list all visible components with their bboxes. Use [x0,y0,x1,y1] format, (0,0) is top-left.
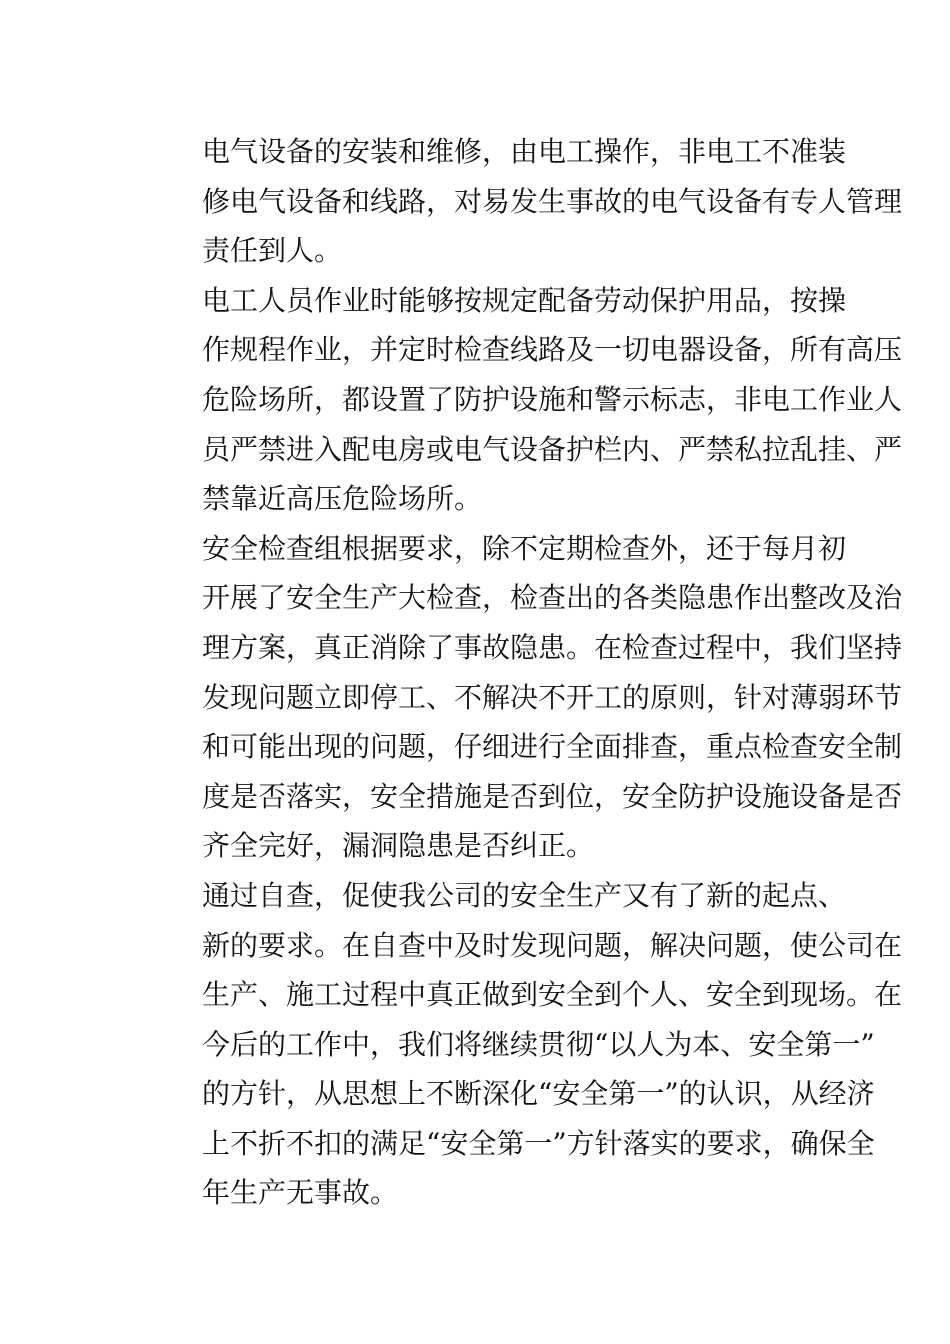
text-line: 通过自查，促使我公司的安全生产又有了新的起点、 [202,878,847,912]
text-line: 员严禁进入配电房或电气设备护栏内、严禁私拉乱挂、严 [202,432,903,466]
text-line: 齐全完好，漏洞隐患是否纠正。 [202,829,595,863]
text-line: 修电气设备和线路，对易发生事故的电气设备有专人管理 [202,184,903,218]
text-line: 和可能出现的问题，仔细进行全面排查，重点检查安全制 [202,730,903,764]
paragraph-safety-inspection [146,524,903,871]
document-body [146,127,903,1218]
text-line: 责任到人。 [202,234,343,268]
text-line: 生产、施工过程中真正做到安全到个人、安全到现场。在 [202,978,903,1012]
text-line: 电工人员作业时能够按规定配备劳动保护用品，按操 [202,283,847,317]
text-line: 理方案，真正消除了事故隐患。在检查过程中，我们坚持 [202,630,903,664]
text-line: 年生产无事故。 [202,1176,399,1210]
text-line: 新的要求。在自查中及时发现问题，解决问题，使公司在 [202,928,903,962]
text-line: 上不折不扣的满足“安全第一”方针落实的要求，确保全 [202,1126,875,1160]
text-line: 发现问题立即停工、不解决不开工的原则，针对薄弱环节 [202,680,903,714]
text-line: 作规程作业，并定时检查线路及一切电器设备，所有高压 [202,333,903,367]
text-line: 危险场所，都设置了防护设施和警示标志，非电工作业人 [202,382,903,416]
text-line: 禁靠近高压危险场所。 [202,482,483,516]
text-line: 度是否落实，安全措施是否到位，安全防护设施设备是否 [202,779,903,813]
text-line: 电气设备的安装和维修，由电工操作，非电工不准装 [202,135,847,168]
text-line: 今后的工作中，我们将继续贯彻“以人为本、安全第一” [202,1027,875,1061]
paragraph-electrician-safety [146,276,903,524]
text-line: 的方针，从思想上不断深化“安全第一”的认识，从经济 [202,1077,875,1111]
paragraph-electrical-maintenance [146,127,903,276]
text-line: 开展了安全生产大检查，检查出的各类隐患作出整改及治 [202,581,903,615]
paragraph-self-inspection-summary [146,871,903,1218]
text-line: 安全检查组根据要求，除不定期检查外，还于每月初 [202,531,847,565]
